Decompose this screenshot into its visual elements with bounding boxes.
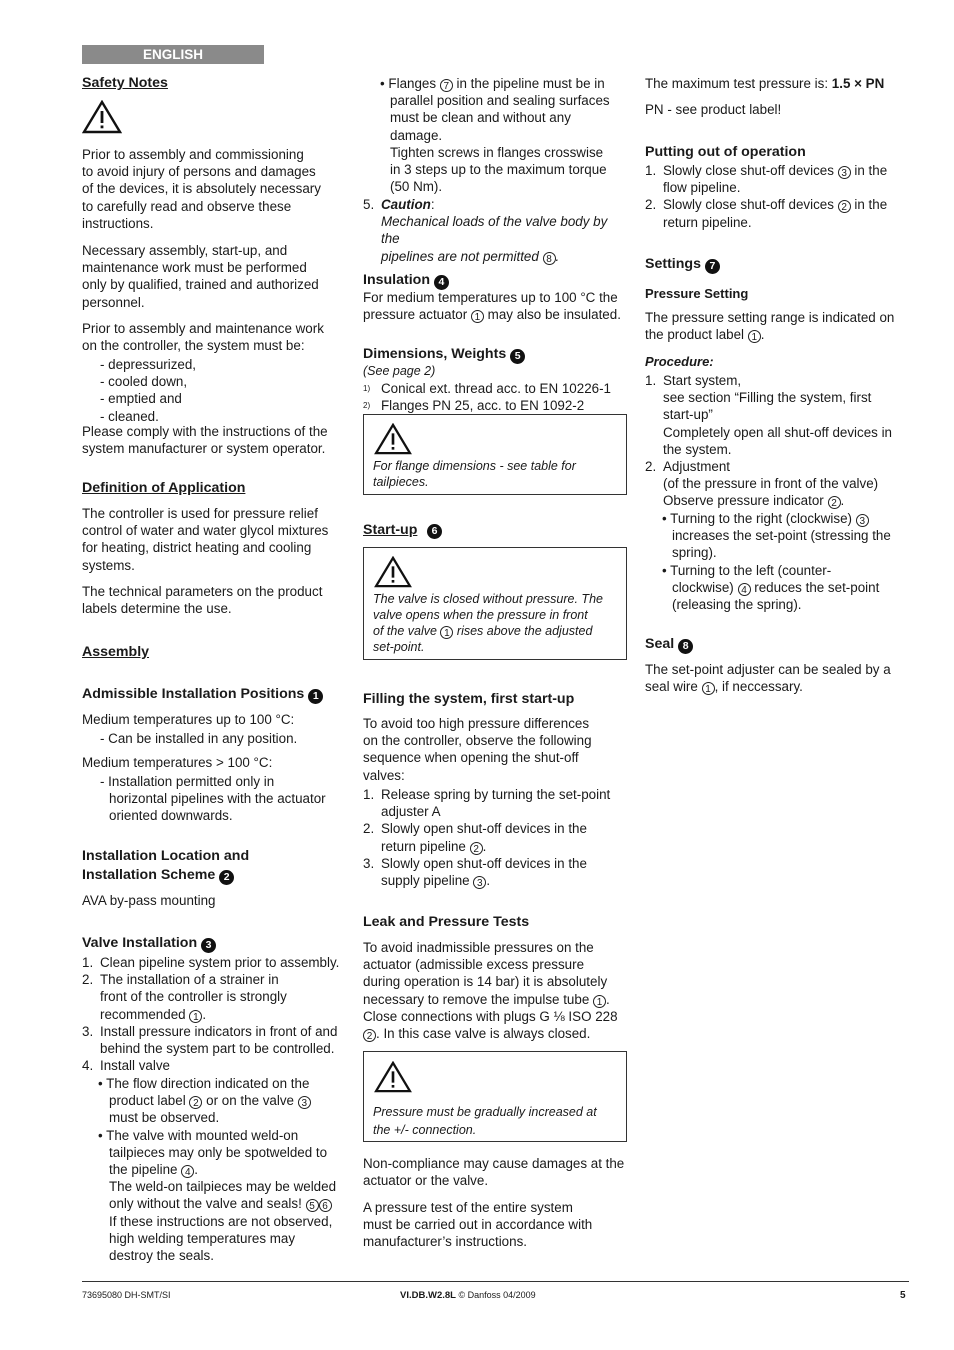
footer-divider — [82, 1281, 909, 1282]
procedure-bullets: • Turning to the right (clockwise) 3 increases the set-point (stressing the spring). • Turning to the left (counter- clockwise) 4 reduces the set-point (releasing the spring). — [662, 511, 891, 613]
definition-heading: Definition of Application — [82, 480, 246, 496]
positions-list-1: - Can be installed in any position. — [100, 731, 298, 746]
pressure-setting-text: The pressure setting range is indicated on the product label 1 . — [645, 310, 895, 344]
positions-list-2: - Installation permitted only in horizontal pipelines with the actuator oriented downwards. — [100, 774, 326, 824]
pn-note: PN - see product label! — [645, 102, 782, 117]
figure-6-badge: 6 — [427, 524, 442, 539]
filling-list: 1. Release spring by turning the set-point adjuster A 2. Slowly open shut-off devices in the return pipeline 2 . 3. Slowly open shut-off devices in the supply pipeline 3 . — [363, 787, 611, 890]
safety-paragraph-1: Prior to assembly and commissioning to avoid injury of persons and damages of the devices, it is absolutely necessary to carefully read and observe these instructions. — [82, 147, 321, 231]
footer-doc-code: 73695080 DH-SMT/SI — [82, 1290, 171, 1300]
pressure-setting-heading: Pressure Setting — [645, 286, 749, 301]
location-text: AVA by-pass mounting — [82, 893, 216, 908]
valve-installation-heading: Valve Installation 3 — [82, 935, 216, 953]
assembly-heading: Assembly — [82, 644, 150, 660]
footer-center: VI.DB.W2.8L © Danfoss 04/2009 — [400, 1290, 536, 1301]
location-heading: Installation Location and Installation Scheme 2 — [82, 848, 250, 884]
insulation-heading: Insulation 4 — [363, 272, 449, 290]
caution-item: 5. Caution: Mechanical loads of the valve body by the pipelines are not permitted 8 . — [363, 197, 608, 265]
max-pressure-text: The maximum test pressure is: 1.5 × PN — [645, 76, 885, 91]
figure-2-badge: 2 — [219, 870, 234, 885]
startup-note-box: The valve is closed without pressure. The valve opens when the pressure in front of the valve 1 rises above the adjusted set-point. — [363, 547, 627, 660]
settings-heading: Settings 7 — [645, 256, 720, 274]
warning-icon — [374, 423, 412, 455]
warning-icon — [374, 556, 412, 588]
leak-text: To avoid inadmissible pressures on the actuator (admissible excess pressure during operation is 14 bar) it is absolutely necessary to remove the impulse tube 1 . Close connections with plugs G ⅛ ISO 228 2 . In this case valve is always closed. — [363, 940, 618, 1043]
warning-icon — [374, 1061, 412, 1093]
putting-out-heading: Putting out of operation — [645, 144, 806, 160]
insulation-text: For medium temperatures up to 100 °C the pressure actuator 1 may also be insulated. — [363, 290, 621, 324]
flange-note-box: For flange dimensions - see table for tailpieces. — [363, 414, 627, 495]
positions-text-1: Medium temperatures up to 100 °C: — [82, 712, 295, 727]
definition-paragraph-1: The controller is used for pressure relief control of water and water glycol mixtures for heating, district heating and cooling systems. — [82, 506, 329, 573]
procedure-heading: Procedure: — [645, 354, 714, 369]
flange-bullet: • Flanges 7 in the pipeline must be in parallel position and sealing surfaces must be clean and without any damage. Tighten screws in flanges crosswise in 3 steps up to the maximum torque (50 Nm). — [380, 76, 610, 195]
dimensions-footnotes: 1) Conical ext. thread acc. to EN 10226-1 2) Flanges PN 25, acc. to EN 1092-2 — [363, 381, 612, 414]
figure-4-badge: 4 — [434, 275, 449, 290]
pressure-note-box: Pressure must be gradually increased at the +/- connection. — [363, 1051, 627, 1142]
noncompliance-text: Non-compliance may cause damages at the actuator or the valve. — [363, 1156, 625, 1189]
figure-1-badge: 1 — [308, 689, 323, 704]
putting-out-list: 1. Slowly close shut-off devices 3 in the flow pipeline. 2. Slowly close shut-off devices 2 in the return pipeline. — [645, 163, 888, 230]
safety-paragraph-3: Prior to assembly and maintenance work on the controller, the system must be: — [82, 321, 324, 354]
figure-3-badge: 3 — [201, 938, 216, 953]
figure-7-badge: 7 — [705, 259, 720, 274]
dimensions-heading: Dimensions, Weights 5 — [363, 346, 525, 364]
definition-paragraph-2: The technical parameters on the product labels determine the use. — [82, 584, 323, 617]
positions-text-2: Medium temperatures > 100 °C: — [82, 755, 273, 770]
valve-install-bullets: • The flow direction indicated on the product label 2 or on the valve 3 must be observed. • The valve with mounted weld-on tailpieces may only be spotwelded to the pipeline 4 . The weld-on tailpieces may be welded only without the valve and seals! 5 6 If these instructions are not observed, high welding temperatures may destroy the seals. — [98, 1076, 337, 1264]
safety-paragraph-2: Necessary assembly, start-up, and maintenance work must be performed only by qualified, trained and authorized personnel. — [82, 243, 319, 310]
figure-8-badge: 8 — [678, 639, 693, 654]
dimensions-see-page: (See page 2) — [363, 364, 436, 378]
pressure-test-text: A pressure test of the entire system must be carried out in accordance with manufacturer’s instructions. — [363, 1200, 593, 1250]
page-number: 5 — [900, 1290, 906, 1301]
seal-text: The set-point adjuster can be sealed by a seal wire 1 , if neccessary. — [645, 662, 891, 696]
language-bar: ENGLISH — [82, 45, 264, 64]
safety-list: - depressurized, - cooled down, - emptied and - cleaned. — [100, 357, 197, 424]
figure-5-badge: 5 — [510, 349, 525, 364]
seal-heading: Seal 8 — [645, 636, 693, 654]
warning-icon — [82, 100, 122, 134]
positions-heading: Admissible Installation Positions 1 — [82, 686, 323, 704]
valve-installation-list: 1. Clean pipeline system prior to assembly. 2. The installation of a strainer in front of the controller is strongly recommended 1 . 3. Install pressure indicators in front of and behind the system part to be controlled. 4. Install valve — [82, 955, 340, 1074]
startup-heading: Start-up — [363, 522, 418, 538]
filling-heading: Filling the system, first start-up — [363, 691, 575, 707]
safety-paragraph-4: Please comply with the instructions of the system manufacturer or system operator. — [82, 424, 328, 457]
leak-heading: Leak and Pressure Tests — [363, 914, 530, 930]
filling-text: To avoid too high pressure differences on the controller, observe the following sequence when opening the shut-off valves: — [363, 716, 592, 783]
safety-notes-heading: Safety Notes — [82, 75, 168, 91]
procedure-list: 1. Start system, see section “Filling the system, first start-up” Completely open all shut-off devices in the system. 2. Adjustment (of the pressure in front of the valve) Observe pressure indicator 2 . — [645, 373, 893, 510]
